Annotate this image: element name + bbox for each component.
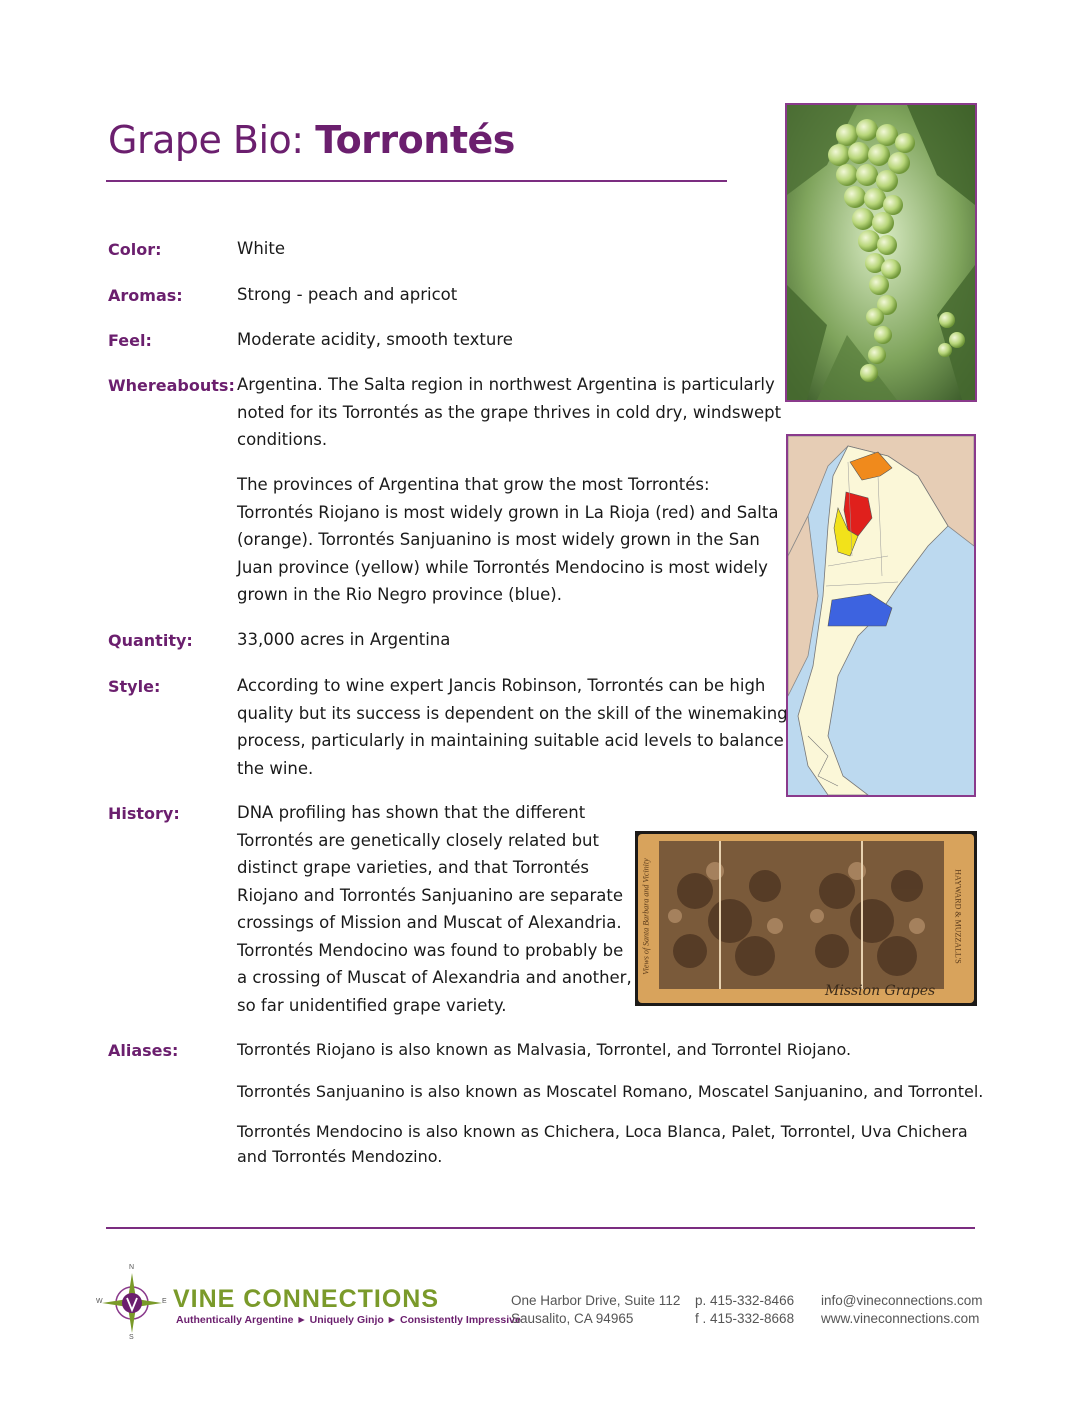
color-value: White [237, 239, 285, 258]
address-line-1: One Harbor Drive, Suite 112 [511, 1293, 681, 1308]
brand-name: VINE CONNECTIONS [173, 1285, 440, 1313]
whereabouts-paragraph-1: Argentina. The Salta region in northwest Argentina is particularly noted for its Torrontés as the grape thrives in cold dry, windswept conditions. [237, 375, 782, 449]
compass-logo [96, 1264, 168, 1341]
compass-w: W [96, 1298, 103, 1305]
feel-label: Feel: [108, 331, 152, 350]
whereabouts-label: Whereabouts: [108, 376, 235, 395]
feel-value: Moderate acidity, smooth texture [237, 330, 513, 349]
address-line-2: Sausalito, CA 94965 [511, 1311, 634, 1326]
phone-number: p. 415-332-8466 [695, 1293, 795, 1308]
history-label: History: [108, 804, 180, 823]
title-prefix: Grape Bio: [108, 118, 316, 162]
style-paragraph: According to wine expert Jancis Robinson, Torrontés can be high quality but its success is dependent on the skill of the winemaking process, particularly in maintaining suitable acid levels to balance the wine. [237, 676, 788, 778]
grape-name: Torrontés [315, 118, 515, 162]
compass-e: E [162, 1298, 167, 1305]
website-link[interactable]: www.vineconnections.com [821, 1311, 980, 1326]
history-paragraph: DNA profiling has shown that the different Torrontés are genetically closely related but distinct grape varieties, and that Torrontés Riojano and Torrontés Sanjuanino are separate crossings of Mission and Muscat of Alexandria. Torrontés Mendocino was found to probably be a crossing of Muscat of Alexandria and another, so far unidentified grape variety. [237, 803, 632, 1015]
page-title [108, 118, 515, 162]
title-divider [106, 180, 727, 182]
aliases-label: Aliases: [108, 1041, 179, 1060]
stereo-card-caption: Mission Grapes [825, 983, 936, 999]
grape-cluster-photo [785, 103, 977, 402]
stereo-card-side-text-left: Views of Santa Barbara and Vicinity [641, 858, 651, 975]
compass-s: S [129, 1334, 134, 1341]
color-label: Color: [108, 240, 162, 259]
email-link[interactable]: info@vineconnections.com [821, 1293, 983, 1308]
stereo-card-side-text-right: HAYWARD & MUZZALL'S [953, 869, 963, 964]
stereo-card-image [635, 831, 977, 1006]
style-label: Style: [108, 677, 161, 696]
quantity-value: 33,000 acres in Argentina [237, 630, 451, 649]
footer-divider [106, 1227, 975, 1229]
aromas-value: Strong - peach and apricot [237, 285, 458, 304]
argentina-province-map [786, 434, 976, 797]
aromas-label: Aromas: [108, 286, 183, 305]
fax-number: f . 415-332-8668 [695, 1311, 795, 1326]
compass-n: N [129, 1264, 135, 1271]
quantity-label: Quantity: [108, 631, 193, 650]
aliases-paragraph-2: Torrontés Sanjuanino is also known as Moscatel Romano, Moscatel Sanjuanino, and Torrontel. [237, 1082, 984, 1101]
aliases-paragraph-1: Torrontés Riojano is also known as Malvasia, Torrontel, and Torrontel Riojano. [237, 1040, 852, 1059]
whereabouts-paragraph-2: The provinces of Argentina that grow the most Torrontés: Torrontés Riojano is most widely grown in La Rioja (red) and Salta (orange). Torrontés Sanjuanino is most widely grown in the San Juan province (yellow) while Torrontés Mendocino is most widely grown in the Rio Negro province (blue). [237, 475, 779, 604]
aliases-paragraph-3: Torrontés Mendocino is also known as Chichera, Loca Blanca, Palet, Torrontel, Uva Chichera and Torrontés Mendozino. [237, 1122, 968, 1166]
brand-tagline: Authentically Argentine ► Uniquely Ginjo ► Consistently Impressive [176, 1314, 521, 1326]
